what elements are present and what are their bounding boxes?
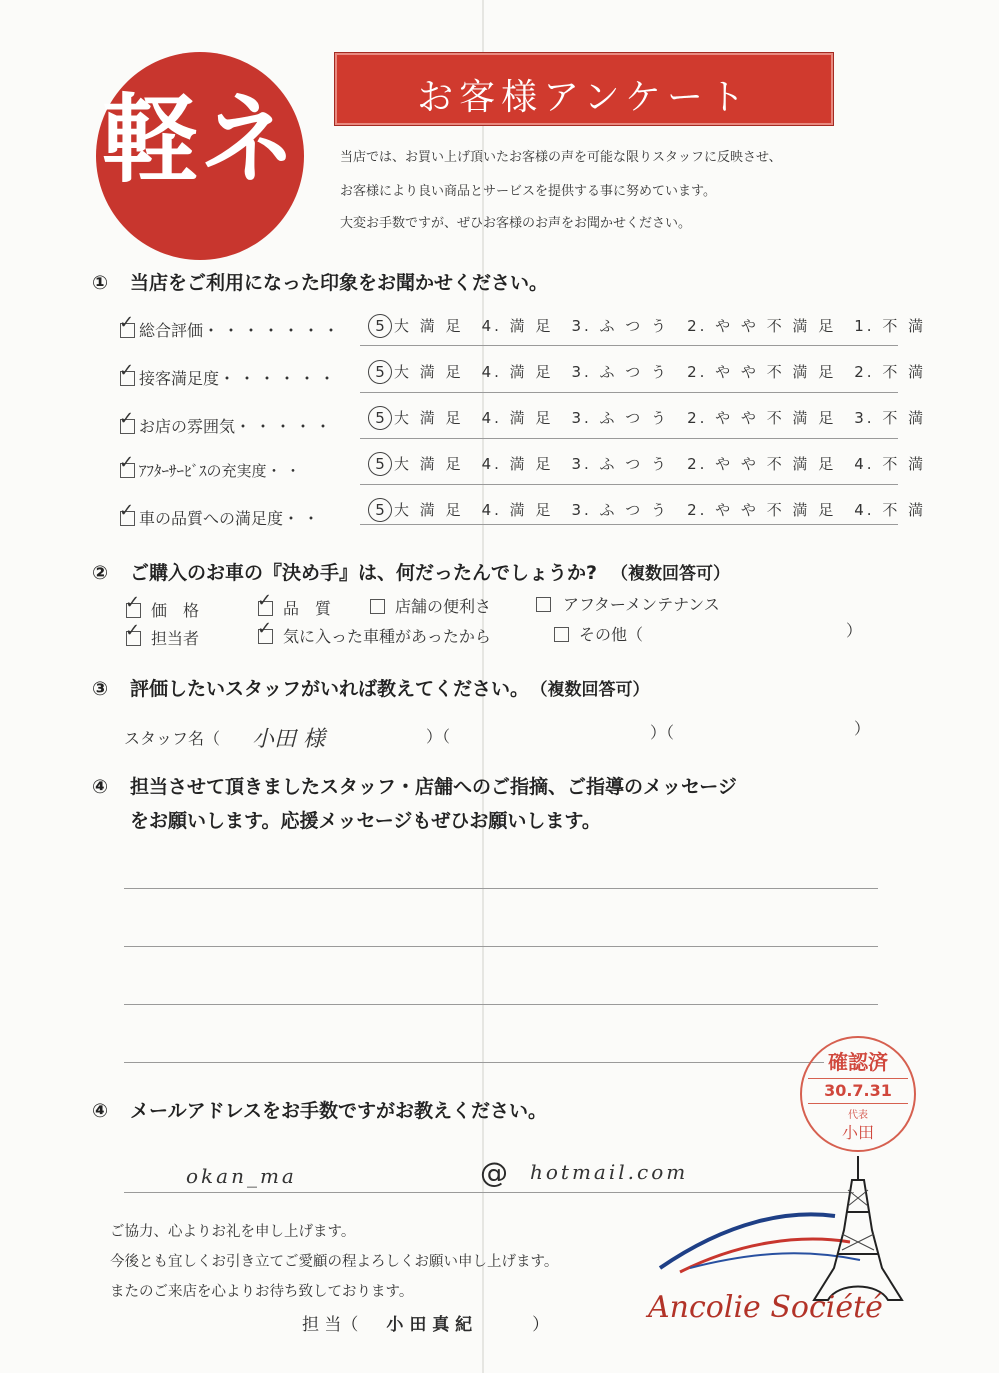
q2-option-after[interactable] — [536, 592, 720, 615]
scale-2: 2. や や 不 満 足 — [687, 455, 837, 473]
q2-checkbox-store[interactable] — [370, 599, 385, 614]
q1-row-4-label: ｱﾌﾀｰｻｰﾋﾞｽの充実度 — [139, 462, 267, 480]
stamp-top-text: 確認済 — [828, 1050, 888, 1074]
check-mark-icon: ✓ — [119, 452, 135, 473]
scale-last: 1. 不 満 — [854, 317, 927, 335]
q1-checkbox-2[interactable] — [119, 360, 135, 386]
scale-3: 3. ふ つ う — [571, 363, 670, 381]
q1-row-3-scale — [368, 406, 926, 430]
q2-label-car: 気に入った車種があったから — [283, 627, 491, 646]
q1-checkbox-5[interactable] — [119, 500, 135, 526]
email-at-sign: @ — [480, 1156, 508, 1189]
q2-option-quality[interactable] — [257, 590, 332, 619]
scale-4: 4. 満 足 — [481, 455, 554, 473]
scale-2: 2. や や 不 満 足 — [687, 409, 837, 427]
q3-paren-3: ） — [854, 719, 871, 738]
q1-heading — [92, 268, 548, 295]
q2-label-quality: 品 質 — [283, 599, 332, 618]
q2-option-other[interactable] — [554, 622, 643, 645]
q2-note: （複数回答可） — [611, 564, 731, 584]
q1-row-5-label: 車の品質への満足度 — [139, 509, 284, 528]
brand-logo-text: Ancolie Société — [648, 1290, 883, 1325]
scale-3: 3. ふ つ う — [571, 501, 670, 519]
q1-row-1-label: 総合評価 — [139, 321, 204, 340]
q1-row-5-dots: ・・ — [283, 509, 324, 528]
check-mark-icon: ✓ — [257, 618, 273, 639]
scale-4: 4. 満 足 — [481, 363, 554, 381]
scale-last: 3. 不 満 — [854, 409, 927, 427]
q2-other-close: ） — [846, 621, 863, 640]
q3-heading-text: 評価したいスタッフがいれば教えてください。 — [130, 678, 530, 700]
q2-label-store: 店舗の便利さ — [395, 597, 492, 616]
q3-heading — [92, 674, 650, 701]
stamp-role: 代表 — [848, 1110, 868, 1121]
q4-heading — [92, 772, 737, 799]
q1-row-4-scale — [368, 452, 926, 476]
q1-row-5 — [119, 500, 324, 529]
scale-2: 2. や や 不 満 足 — [687, 501, 837, 519]
q3-staff-handwritten[interactable]: 小田 様 — [252, 727, 325, 752]
q3-number: ③ — [92, 678, 109, 700]
circled-option[interactable]: 5 — [368, 498, 392, 522]
approval-stamp — [800, 1036, 916, 1152]
check-mark-icon: ✓ — [119, 500, 135, 521]
q5-heading — [92, 1096, 547, 1123]
scale-4: 4. 満 足 — [481, 317, 554, 335]
check-mark-icon: ✓ — [119, 312, 135, 333]
email-local-part[interactable]: okan_ma — [186, 1164, 297, 1188]
charge-label: 担 当（ — [302, 1315, 359, 1335]
q1-row-1-dots: ・・・・・・・ — [203, 321, 344, 340]
q2-option-staff[interactable] — [125, 620, 200, 649]
message-line-1[interactable] — [124, 888, 878, 889]
scale-3: 3. ふ つ う — [571, 455, 670, 473]
check-mark-icon: ✓ — [119, 408, 135, 429]
person-in-charge — [302, 1310, 549, 1335]
check-mark-icon: ✓ — [119, 360, 135, 381]
check-mark-icon: ✓ — [125, 620, 141, 641]
circled-option[interactable]: 5 — [368, 452, 392, 476]
intro-line-1: 当店では、お買い上げ頂いたお客様の声を可能な限りスタッフに反映させ、 — [340, 150, 782, 165]
scale-2: 2. や や 不 満 足 — [687, 363, 837, 381]
message-line-4[interactable] — [124, 1062, 824, 1063]
q1-row-2-scale — [368, 360, 926, 384]
q1-row-3 — [119, 408, 336, 437]
q4-number: ④ — [92, 776, 109, 798]
scale-5: 大 満 足 — [394, 501, 464, 519]
message-line-3[interactable] — [124, 1004, 878, 1005]
circled-option[interactable]: 5 — [368, 406, 392, 430]
scale-5: 大 満 足 — [394, 363, 464, 381]
closing-line-2: 今後とも宜しくお引き立てご愛顧の程よろしくお願い申し上げます。 — [110, 1254, 559, 1270]
scale-4: 4. 満 足 — [481, 409, 554, 427]
q1-row-2-label: 接客満足度 — [139, 369, 220, 388]
q2-option-price[interactable] — [125, 592, 200, 621]
q4-heading-line-2: をお願いします。応援メッセージもぜひお願いします。 — [130, 810, 601, 832]
q3-staff-label: スタッフ名（ — [124, 729, 221, 748]
email-domain[interactable]: hotmail.com — [530, 1160, 689, 1184]
q2-label-after: アフターメンテナンス — [563, 595, 720, 614]
q1-checkbox-3[interactable] — [119, 408, 135, 434]
q2-label-price: 価 格 — [151, 601, 200, 620]
scale-last: 4. 不 満 — [854, 501, 927, 519]
q2-label-other: その他（ — [579, 625, 644, 644]
q1-heading-text: 当店をご利用になった印象をお聞かせください。 — [130, 272, 549, 294]
q2-checkbox-staff[interactable] — [125, 620, 141, 646]
scale-3: 3. ふ つ う — [571, 317, 670, 335]
charge-close: ） — [532, 1315, 550, 1335]
closing-line-1: ご協力、心よりお礼を申し上げます。 — [110, 1224, 356, 1240]
q1-checkbox-4[interactable] — [119, 452, 135, 478]
scale-3: 3. ふ つ う — [571, 409, 670, 427]
message-line-2[interactable] — [124, 946, 878, 947]
q1-number: ① — [92, 272, 109, 294]
stamp-date: 30.7.31 — [808, 1078, 908, 1104]
q2-checkbox-price[interactable] — [125, 592, 141, 618]
scale-last: 4. 不 満 — [854, 455, 927, 473]
q1-row-1 — [119, 312, 344, 341]
scale-5: 大 満 足 — [394, 317, 464, 335]
q1-row-2 — [119, 360, 340, 389]
logo-seal — [96, 52, 304, 260]
q2-number: ② — [92, 562, 109, 584]
scale-4: 4. 満 足 — [481, 501, 554, 519]
q3-note: （複数回答可） — [539, 680, 650, 700]
q1-row-4 — [119, 452, 305, 481]
scale-5: 大 満 足 — [394, 455, 464, 473]
q3-paren-1: ）（ — [426, 727, 451, 746]
q2-option-store[interactable] — [370, 594, 491, 617]
closing-line-3: またのご来店を心よりお待ち致しております。 — [110, 1284, 414, 1300]
logo-char-main: 軽 — [102, 83, 198, 196]
q5-number: ④ — [92, 1100, 109, 1122]
title-banner — [334, 52, 834, 126]
q2-checkbox-quality[interactable] — [257, 590, 273, 616]
q1-row-4-dots: ・・ — [266, 462, 305, 480]
q2-heading — [92, 558, 730, 585]
logo-char-side: ネ — [200, 83, 296, 196]
stamp-name: 小田 — [841, 1123, 874, 1142]
q1-row-2-dots: ・・・・・・ — [219, 369, 340, 388]
q2-heading-text: ご購入のお車の『決め手』は、何だったんでしょうか? — [130, 562, 598, 584]
scale-last: 2. 不 満 — [854, 363, 927, 381]
q2-checkbox-after[interactable] — [536, 597, 551, 612]
q1-row-1-scale — [368, 314, 926, 338]
q1-row-3-dots: ・・・・・ — [235, 417, 336, 436]
q2-label-staff: 担当者 — [151, 629, 200, 648]
q5-heading-text: メールアドレスをお手数ですがお教えください。 — [130, 1100, 548, 1122]
q3-paren-2: ）（ — [650, 723, 675, 742]
intro-line-3: 大変お手数ですが、ぜひお客様のお声をお聞かせください。 — [340, 216, 692, 231]
charge-name: 小 田 真 紀 — [386, 1315, 473, 1335]
q1-checkbox-1[interactable] — [119, 312, 135, 338]
intro-line-2: お客様により良い商品とサービスを提供する事に努めています。 — [340, 184, 716, 199]
circled-option[interactable]: 5 — [368, 360, 392, 384]
q4-heading-line-1: 担当させて頂きましたスタッフ・店舗へのご指摘、ご指導のメッセージ — [130, 776, 737, 798]
q2-checkbox-car[interactable] — [257, 618, 273, 644]
scale-5: 大 満 足 — [394, 409, 464, 427]
scale-2: 2. や や 不 満 足 — [687, 317, 837, 335]
page-title: お客様アンケート — [417, 77, 751, 118]
q2-option-car[interactable] — [257, 618, 491, 647]
check-mark-icon: ✓ — [257, 590, 273, 611]
q1-row-3-label: お店の雰囲気 — [139, 417, 236, 436]
circled-option[interactable]: 5 — [368, 314, 392, 338]
q1-row-5-scale — [368, 498, 926, 522]
check-mark-icon: ✓ — [125, 592, 141, 613]
q2-checkbox-other[interactable] — [554, 627, 569, 642]
